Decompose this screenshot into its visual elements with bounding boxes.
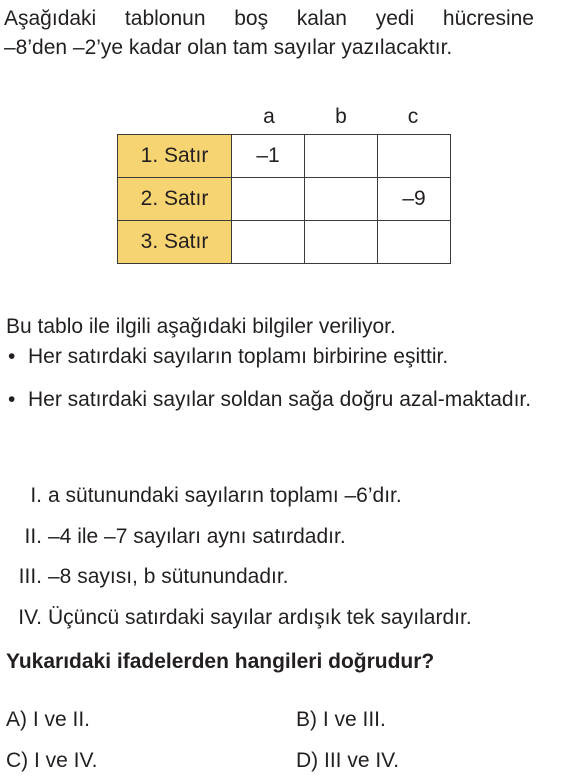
row-label: 1. Satır bbox=[118, 135, 232, 178]
statement-text: –4 ile –7 sayıları aynı satırdadır. bbox=[48, 525, 346, 548]
column-header-a: a bbox=[263, 105, 275, 128]
table-cell bbox=[378, 221, 451, 264]
problem-intro bbox=[4, 4, 534, 62]
bullet-text: Her satırdaki sayıların toplamı birbirine eşittir. bbox=[28, 345, 449, 368]
statement-2 bbox=[10, 522, 346, 552]
statement-3 bbox=[10, 562, 289, 592]
column-header-b: b bbox=[335, 105, 347, 128]
table-row bbox=[118, 178, 451, 221]
intro-line-1: Aşağıdaki tablonun boş kalan yedi hücresine bbox=[4, 7, 534, 30]
info-sentence: Bu tablo ile ilgili aşağıdaki bilgiler veriliyor. bbox=[6, 315, 396, 338]
column-header-c: c bbox=[407, 105, 419, 128]
table-row bbox=[118, 135, 451, 178]
table-cell: –1 bbox=[232, 135, 305, 178]
option-b[interactable]: B) I ve III. bbox=[296, 708, 386, 731]
bullet-text: Her satırdaki sayılar soldan sağa doğru azal-maktadır. bbox=[28, 388, 532, 411]
bullet-item bbox=[8, 383, 536, 416]
statement-text: –8 sayısı, b sütunundadır. bbox=[48, 565, 289, 588]
statement-text: a sütunundaki sayıların toplamı –6’dır. bbox=[48, 484, 402, 507]
question-text: Yukarıdaki ifadelerden hangileri doğrudur? bbox=[6, 650, 435, 673]
option-a[interactable]: A) I ve II. bbox=[6, 708, 91, 731]
bullet-dot-icon: • bbox=[8, 345, 16, 368]
table-cell: –9 bbox=[378, 178, 451, 221]
number-table bbox=[117, 134, 451, 264]
statement-4 bbox=[10, 603, 472, 633]
statement-number: III. bbox=[18, 565, 42, 588]
table-cell bbox=[232, 221, 305, 264]
table-cell bbox=[232, 178, 305, 221]
bullet-dot-icon: • bbox=[8, 388, 16, 411]
table-cell bbox=[378, 135, 451, 178]
bullet-item bbox=[8, 340, 536, 373]
row-label: 2. Satır bbox=[118, 178, 232, 221]
table-cell bbox=[305, 221, 378, 264]
option-d[interactable]: D) III ve IV. bbox=[296, 749, 400, 772]
intro-line-2: –8’den –2’ye kadar olan tam sayılar yazılacaktır. bbox=[4, 36, 453, 59]
option-c[interactable]: C) I ve IV. bbox=[6, 749, 98, 772]
statement-number: IV. bbox=[18, 606, 42, 629]
statement-1 bbox=[10, 481, 402, 511]
table-row bbox=[118, 221, 451, 264]
statement-number: I. bbox=[30, 484, 42, 507]
table-cell bbox=[305, 178, 378, 221]
row-label: 3. Satır bbox=[118, 221, 232, 264]
table-cell bbox=[305, 135, 378, 178]
statement-text: Üçüncü satırdaki sayılar ardışık tek sayılardır. bbox=[48, 606, 472, 629]
statement-number: II. bbox=[24, 525, 42, 548]
